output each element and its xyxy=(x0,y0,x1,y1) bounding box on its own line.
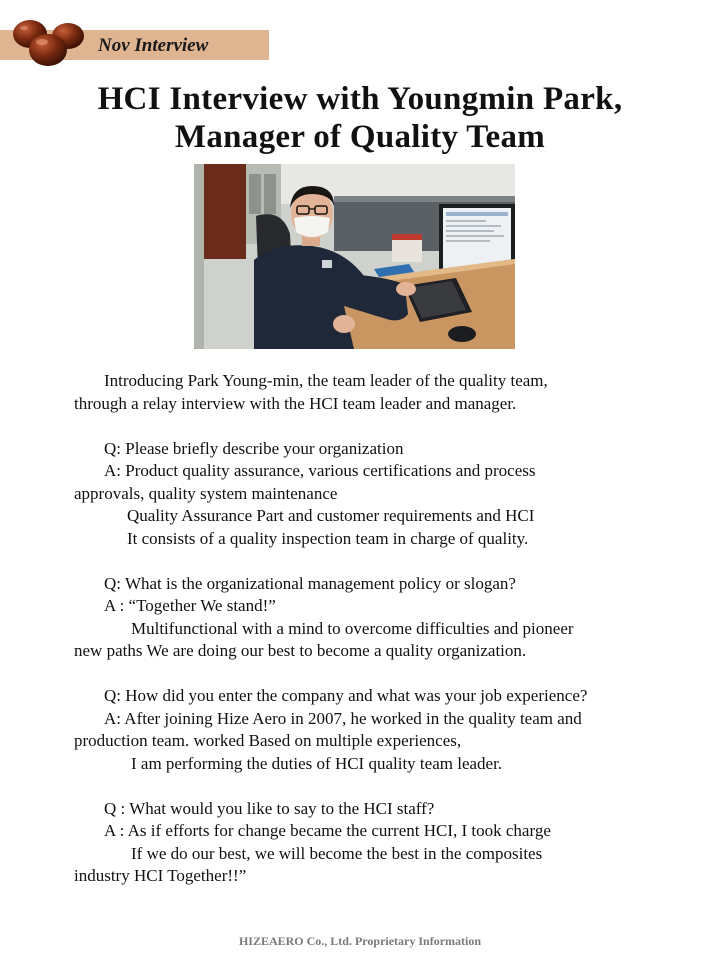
qa1-question: Q: Please briefly describe your organization xyxy=(104,438,404,458)
article-body xyxy=(74,370,674,888)
qa2-answer-line: A : “Together We stand!” xyxy=(104,596,276,615)
section-label: Nov Interview xyxy=(98,35,209,56)
qa2-answer-line: Multifunctional with a mind to overcome difficulties and pioneer xyxy=(131,618,574,638)
qa3-answer-line: production team. worked Based on multiple experiences, xyxy=(74,731,462,750)
qa4-question: Q : What would you like to say to the HCI staff? xyxy=(104,798,435,818)
qa1-answer-line: Quality Assurance Part and customer requirements and HCI xyxy=(127,506,535,525)
qa4-answer-line: A : As if efforts for change became the current HCI, I took charge xyxy=(104,821,551,840)
footer-proprietary: HIZEAERO Co., Ltd. Proprietary Information xyxy=(238,934,482,948)
qa1-answer-line: approvals, quality system maintenance xyxy=(74,483,338,503)
qa2-answer-line: new paths We are doing our best to become a quality organization. xyxy=(74,641,527,660)
qa4-answer-line: industry HCI Together!!” xyxy=(74,866,247,885)
qa3-answer-line: I am performing the duties of HCI quality team leader. xyxy=(131,753,503,773)
qa4-answer-line: If we do our best, we will become the best in the composites xyxy=(131,843,543,863)
intro-line-2: through a relay interview with the HCI team leader and manager. xyxy=(74,393,517,413)
qa3-question: Q: How did you enter the company and what was your job experience? xyxy=(104,686,588,705)
qa3-answer-line: A: After joining Hize Aero in 2007, he worked in the quality team and xyxy=(104,708,582,728)
qa1-answer-line: A: Product quality assurance, various certifications and process xyxy=(104,461,536,480)
intro-line-1: Introducing Park Young-min, the team leader of the quality team, xyxy=(104,371,548,390)
office-scene xyxy=(194,164,515,349)
title-line-2: Manager of Quality Team xyxy=(174,119,546,155)
qa2-question: Q: What is the organizational management policy or slogan? xyxy=(104,573,516,593)
interviewee-photo xyxy=(194,164,515,349)
page-title xyxy=(0,80,720,156)
title-line-1: HCI Interview with Youngmin Park, xyxy=(97,81,623,117)
qa1-answer-line: It consists of a quality inspection team in charge of quality. xyxy=(127,528,529,548)
chestnut-icon xyxy=(8,14,88,70)
